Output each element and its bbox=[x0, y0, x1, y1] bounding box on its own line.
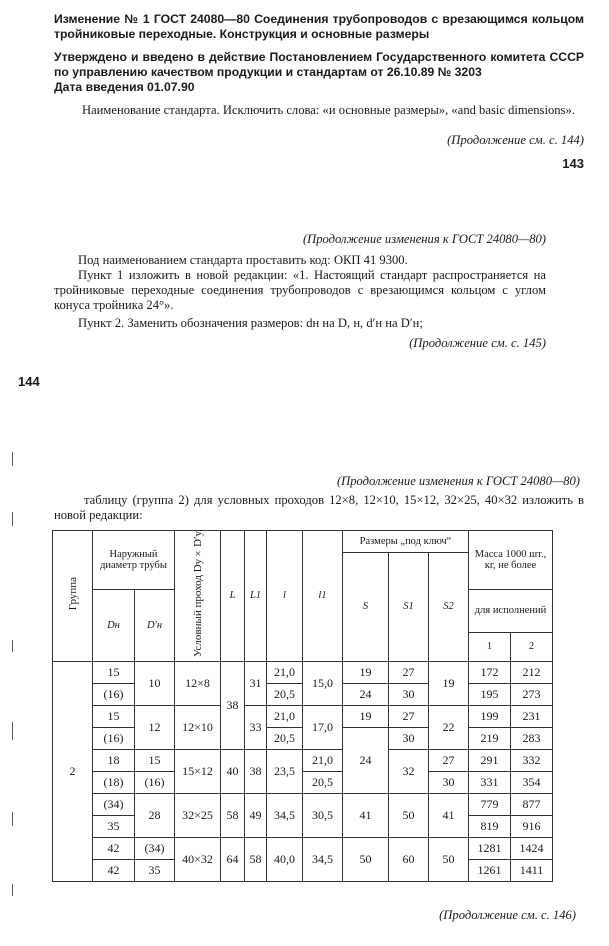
continued-note-145: (Продолжение см. с. 145) bbox=[409, 336, 546, 350]
cell-S1: 27 bbox=[389, 705, 429, 727]
cell-pass: 40×32 bbox=[175, 837, 221, 881]
cell-dn2: 28 bbox=[135, 793, 175, 837]
cell-L1: 49 bbox=[245, 793, 267, 837]
cell-L1: 58 bbox=[245, 837, 267, 881]
cell-L1: 31 bbox=[245, 661, 267, 705]
header-pass bbox=[175, 531, 221, 662]
cell-S1: 30 bbox=[389, 683, 429, 705]
margin-tick bbox=[12, 640, 13, 652]
cell-dn: 18 bbox=[93, 749, 135, 771]
cell-pass: 12×10 bbox=[175, 705, 221, 749]
para-title-change: Наименование стандарта. Исключить слова: «и основные размеры», «and basic dimensions». bbox=[82, 103, 575, 117]
header-date: Дата введения 01.07.90 bbox=[54, 80, 195, 94]
cell-m2: 354 bbox=[511, 771, 553, 793]
cell-l1: 17,0 bbox=[303, 705, 343, 749]
cell-l: 34,5 bbox=[267, 793, 303, 837]
cell-L: 64 bbox=[221, 837, 245, 881]
cell-m1: 1281 bbox=[469, 837, 511, 859]
cell-l1: 30,5 bbox=[303, 793, 343, 837]
cell-dn: 15 bbox=[93, 661, 135, 683]
para-table-intro: таблицу (группа 2) для условных проходов 12×8, 12×10, 15×12, 32×25, 40×32 изложить в новой редакции: bbox=[54, 493, 584, 522]
margin-tick bbox=[12, 722, 13, 740]
cell-m1: 199 bbox=[469, 705, 511, 727]
cell-S: 19 bbox=[343, 661, 389, 683]
cell-L1: 38 bbox=[245, 749, 267, 793]
cell-m1: 779 bbox=[469, 793, 511, 815]
cell-l: 23,5 bbox=[267, 749, 303, 793]
cell-dn2: 35 bbox=[135, 859, 175, 881]
cell-m2: 283 bbox=[511, 727, 553, 749]
cell-S: 19 bbox=[343, 705, 389, 727]
cell-pass: 15×12 bbox=[175, 749, 221, 793]
header-mass-text: Масса 1000 шт., кг, не более bbox=[474, 548, 547, 571]
cell-S2: 27 bbox=[429, 749, 469, 771]
cell-dn: (16) bbox=[93, 683, 135, 705]
cell-S2: 30 bbox=[429, 771, 469, 793]
para-point-1: Пункт 1 изложить в новой редакции: «1. Настоящий стандарт распространяется на тройниковые переходные соединения трубопроводов с врезающимся кольцом с углом конуса тройника 24°». bbox=[54, 268, 546, 312]
cell-pass: 12×8 bbox=[175, 661, 221, 705]
header-Dn: Dн bbox=[93, 589, 135, 661]
margin-tick bbox=[12, 812, 13, 826]
header-exec-nums bbox=[469, 633, 552, 661]
cell-dn: 42 bbox=[93, 837, 135, 859]
header-exec-1: 1 bbox=[469, 633, 511, 661]
cell-m2: 332 bbox=[511, 749, 553, 771]
cell-S1: 27 bbox=[389, 661, 429, 683]
cell-m1: 291 bbox=[469, 749, 511, 771]
cell-dn: 15 bbox=[93, 705, 135, 727]
cell-l1: 15,0 bbox=[303, 661, 343, 705]
header-title: Изменение № 1 ГОСТ 24080—80 Соединения трубопроводов с врезающимся кольцом тройниковые переходные. Конструкция и основные размеры bbox=[54, 12, 584, 41]
cell-L: 40 bbox=[221, 749, 245, 793]
cell-l: 40,0 bbox=[267, 837, 303, 881]
cell-S: 24 bbox=[343, 727, 389, 793]
cell-dn2: 12 bbox=[135, 705, 175, 749]
margin-tick bbox=[12, 884, 13, 896]
cell-l1: 21,0 bbox=[303, 749, 343, 771]
cell-m2: 916 bbox=[511, 815, 553, 837]
header-l1: l1 bbox=[303, 531, 343, 662]
cell-l: 21,0 bbox=[267, 661, 303, 683]
cell-m1: 219 bbox=[469, 727, 511, 749]
cell-S: 41 bbox=[343, 793, 389, 837]
header-S2: S2 bbox=[429, 553, 469, 662]
cell-dn: (18) bbox=[93, 771, 135, 793]
cell-S1: 30 bbox=[389, 727, 429, 749]
cell-S2: 50 bbox=[429, 837, 469, 881]
header-exec-block bbox=[469, 589, 553, 661]
header-group bbox=[53, 531, 93, 662]
cell-S1: 32 bbox=[389, 749, 429, 793]
header-outer-diameter: Наружный диаметр трубы bbox=[93, 531, 175, 590]
cell-S: 50 bbox=[343, 837, 389, 881]
para-point-2: Пункт 2. Заменить обозначения размеров: dн на D, н, d′н на D′н; bbox=[78, 316, 423, 330]
cell-pass: 32×25 bbox=[175, 793, 221, 837]
continued-note-146: (Продолжение см. с. 146) bbox=[439, 908, 576, 922]
header-l: l bbox=[267, 531, 303, 662]
header-L1: L1 bbox=[245, 531, 267, 662]
cell-dn: (16) bbox=[93, 727, 135, 749]
dimensions-table bbox=[52, 530, 553, 882]
cell-S2: 41 bbox=[429, 793, 469, 837]
cell-m1: 819 bbox=[469, 815, 511, 837]
page-number-144: 144 bbox=[18, 374, 40, 389]
para-point-2-c: н, d′н на D′н; bbox=[353, 316, 423, 330]
header-mass bbox=[469, 531, 553, 590]
cell-l: 21,0 bbox=[267, 705, 303, 727]
cell-L: 38 bbox=[221, 661, 245, 749]
cell-m1: 195 bbox=[469, 683, 511, 705]
cell-l1: 20,5 bbox=[303, 771, 343, 793]
cell-dn: 42 bbox=[93, 859, 135, 881]
cell-m1: 331 bbox=[469, 771, 511, 793]
cell-dn2: (34) bbox=[135, 837, 175, 859]
cell-group: 2 bbox=[53, 661, 93, 881]
cell-m1: 1261 bbox=[469, 859, 511, 881]
cell-L1: 33 bbox=[245, 705, 267, 749]
cell-m1: 172 bbox=[469, 661, 511, 683]
para-point-2-b: н на D bbox=[312, 316, 348, 330]
margin-tick bbox=[12, 452, 13, 466]
cell-m2: 1424 bbox=[511, 837, 553, 859]
para-point-2-a: Пункт 2. Заменить обозначения размеров: d bbox=[78, 316, 313, 330]
cell-m2: 231 bbox=[511, 705, 553, 727]
header-S1: S1 bbox=[389, 553, 429, 662]
para-okp-code: Под наименованием стандарта проставить код: ОКП 41 9300. bbox=[78, 253, 408, 267]
cell-dn2: (16) bbox=[135, 771, 175, 793]
header-group-text: Группа bbox=[66, 577, 79, 611]
cell-dn: (34) bbox=[93, 793, 135, 815]
cell-S1: 60 bbox=[389, 837, 429, 881]
header-wrench-sizes: Размеры „под ключ“ bbox=[343, 531, 469, 553]
cell-dn: 35 bbox=[93, 815, 135, 837]
margin-tick bbox=[12, 512, 13, 526]
cell-dn2: 10 bbox=[135, 661, 175, 705]
cell-l: 20,5 bbox=[267, 727, 303, 749]
cell-l1: 34,5 bbox=[303, 837, 343, 881]
cell-m2: 1411 bbox=[511, 859, 553, 881]
header-Dn2: D′н bbox=[135, 589, 175, 661]
header-pass-text: Условный проход Dу×D′у bbox=[191, 531, 204, 657]
cell-m2: 877 bbox=[511, 793, 553, 815]
continued-head-3: (Продолжение изменения к ГОСТ 24080—80) bbox=[336, 474, 580, 488]
header-approval: Утверждено и введено в действие Постановлением Государственного комитета СССР по управлению качеством продукции и стандартам от 26.10.89 № 3203 bbox=[54, 50, 584, 79]
cell-L: 58 bbox=[221, 793, 245, 837]
cell-S1: 50 bbox=[389, 793, 429, 837]
amendment-header bbox=[54, 12, 584, 95]
header-exec-2: 2 bbox=[528, 641, 535, 653]
cell-m2: 212 bbox=[511, 661, 553, 683]
continued-head-2: (Продолжение изменения к ГОСТ 24080—80) bbox=[302, 232, 546, 246]
header-L: L bbox=[221, 531, 245, 662]
cell-l: 20,5 bbox=[267, 683, 303, 705]
cell-S2: 19 bbox=[429, 661, 469, 705]
cell-dn2: 15 bbox=[135, 749, 175, 771]
page-number-143: 143 bbox=[562, 156, 584, 171]
continued-note-144: (Продолжение см. с. 144) bbox=[447, 133, 584, 147]
cell-S: 24 bbox=[343, 683, 389, 705]
header-S: S bbox=[343, 553, 389, 662]
cell-m2: 273 bbox=[511, 683, 553, 705]
header-exec: для исполнений bbox=[469, 590, 552, 633]
cell-S2: 22 bbox=[429, 705, 469, 749]
